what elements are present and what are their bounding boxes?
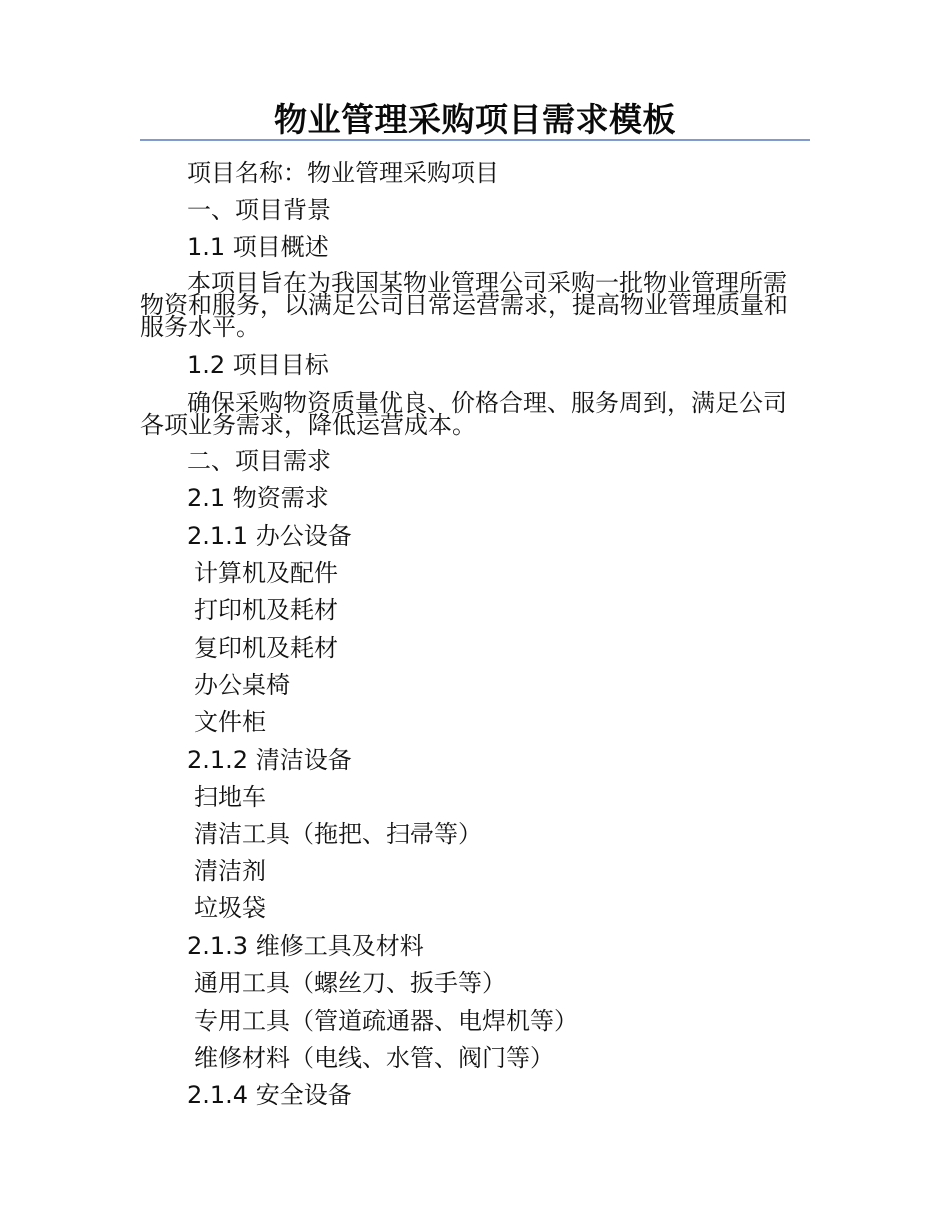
- list-item: 计算机及配件: [194, 559, 338, 587]
- subsection-1-2-heading: 1.2 项目目标: [187, 351, 329, 379]
- list-item: 垃圾袋: [194, 894, 266, 922]
- list-item: 维修材料（电线、水管、阀门等）: [194, 1044, 554, 1072]
- subsection-1-1-heading: 1.1 项目概述: [187, 233, 329, 261]
- list-item: 通用工具（螺丝刀、扳手等）: [194, 969, 506, 997]
- list-item: 扫地车: [194, 783, 266, 811]
- subsection-2-1-4-heading: 2.1.4 安全设备: [187, 1081, 352, 1109]
- list-item: 清洁剂: [194, 857, 266, 885]
- subsection-1-1-text: 本项目旨在为我国某物业管理公司采购一批物业管理所需物资和服务，以满足公司日常运营需求，提高物业管理质量和服务水平。: [140, 269, 788, 341]
- section-1-heading: 一、项目背景: [187, 196, 331, 224]
- document-title: 物业管理采购项目需求模板: [274, 100, 676, 139]
- project-name: 项目名称：物业管理采购项目: [187, 159, 499, 187]
- subsection-2-1-3-heading: 2.1.3 维修工具及材料: [187, 932, 424, 960]
- list-item: 复印机及耗材: [194, 634, 338, 662]
- list-item: 专用工具（管道疏通器、电焊机等）: [194, 1007, 578, 1035]
- subsection-2-1-2-heading: 2.1.2 清洁设备: [187, 746, 352, 774]
- list-item: 打印机及耗材: [194, 596, 338, 624]
- list-item: 清洁工具（拖把、扫帚等）: [194, 820, 482, 848]
- list-item: 文件柜: [194, 708, 266, 736]
- subsection-2-1-1-heading: 2.1.1 办公设备: [187, 522, 352, 550]
- subsection-1-2-text: 确保采购物资质量优良、价格合理、服务周到，满足公司各项业务需求，降低运营成本。: [140, 389, 787, 439]
- subsection-2-1-heading: 2.1 物资需求: [187, 484, 329, 512]
- list-item: 办公桌椅: [194, 671, 290, 699]
- title-underline: [140, 139, 810, 141]
- section-2-heading: 二、项目需求: [187, 447, 331, 475]
